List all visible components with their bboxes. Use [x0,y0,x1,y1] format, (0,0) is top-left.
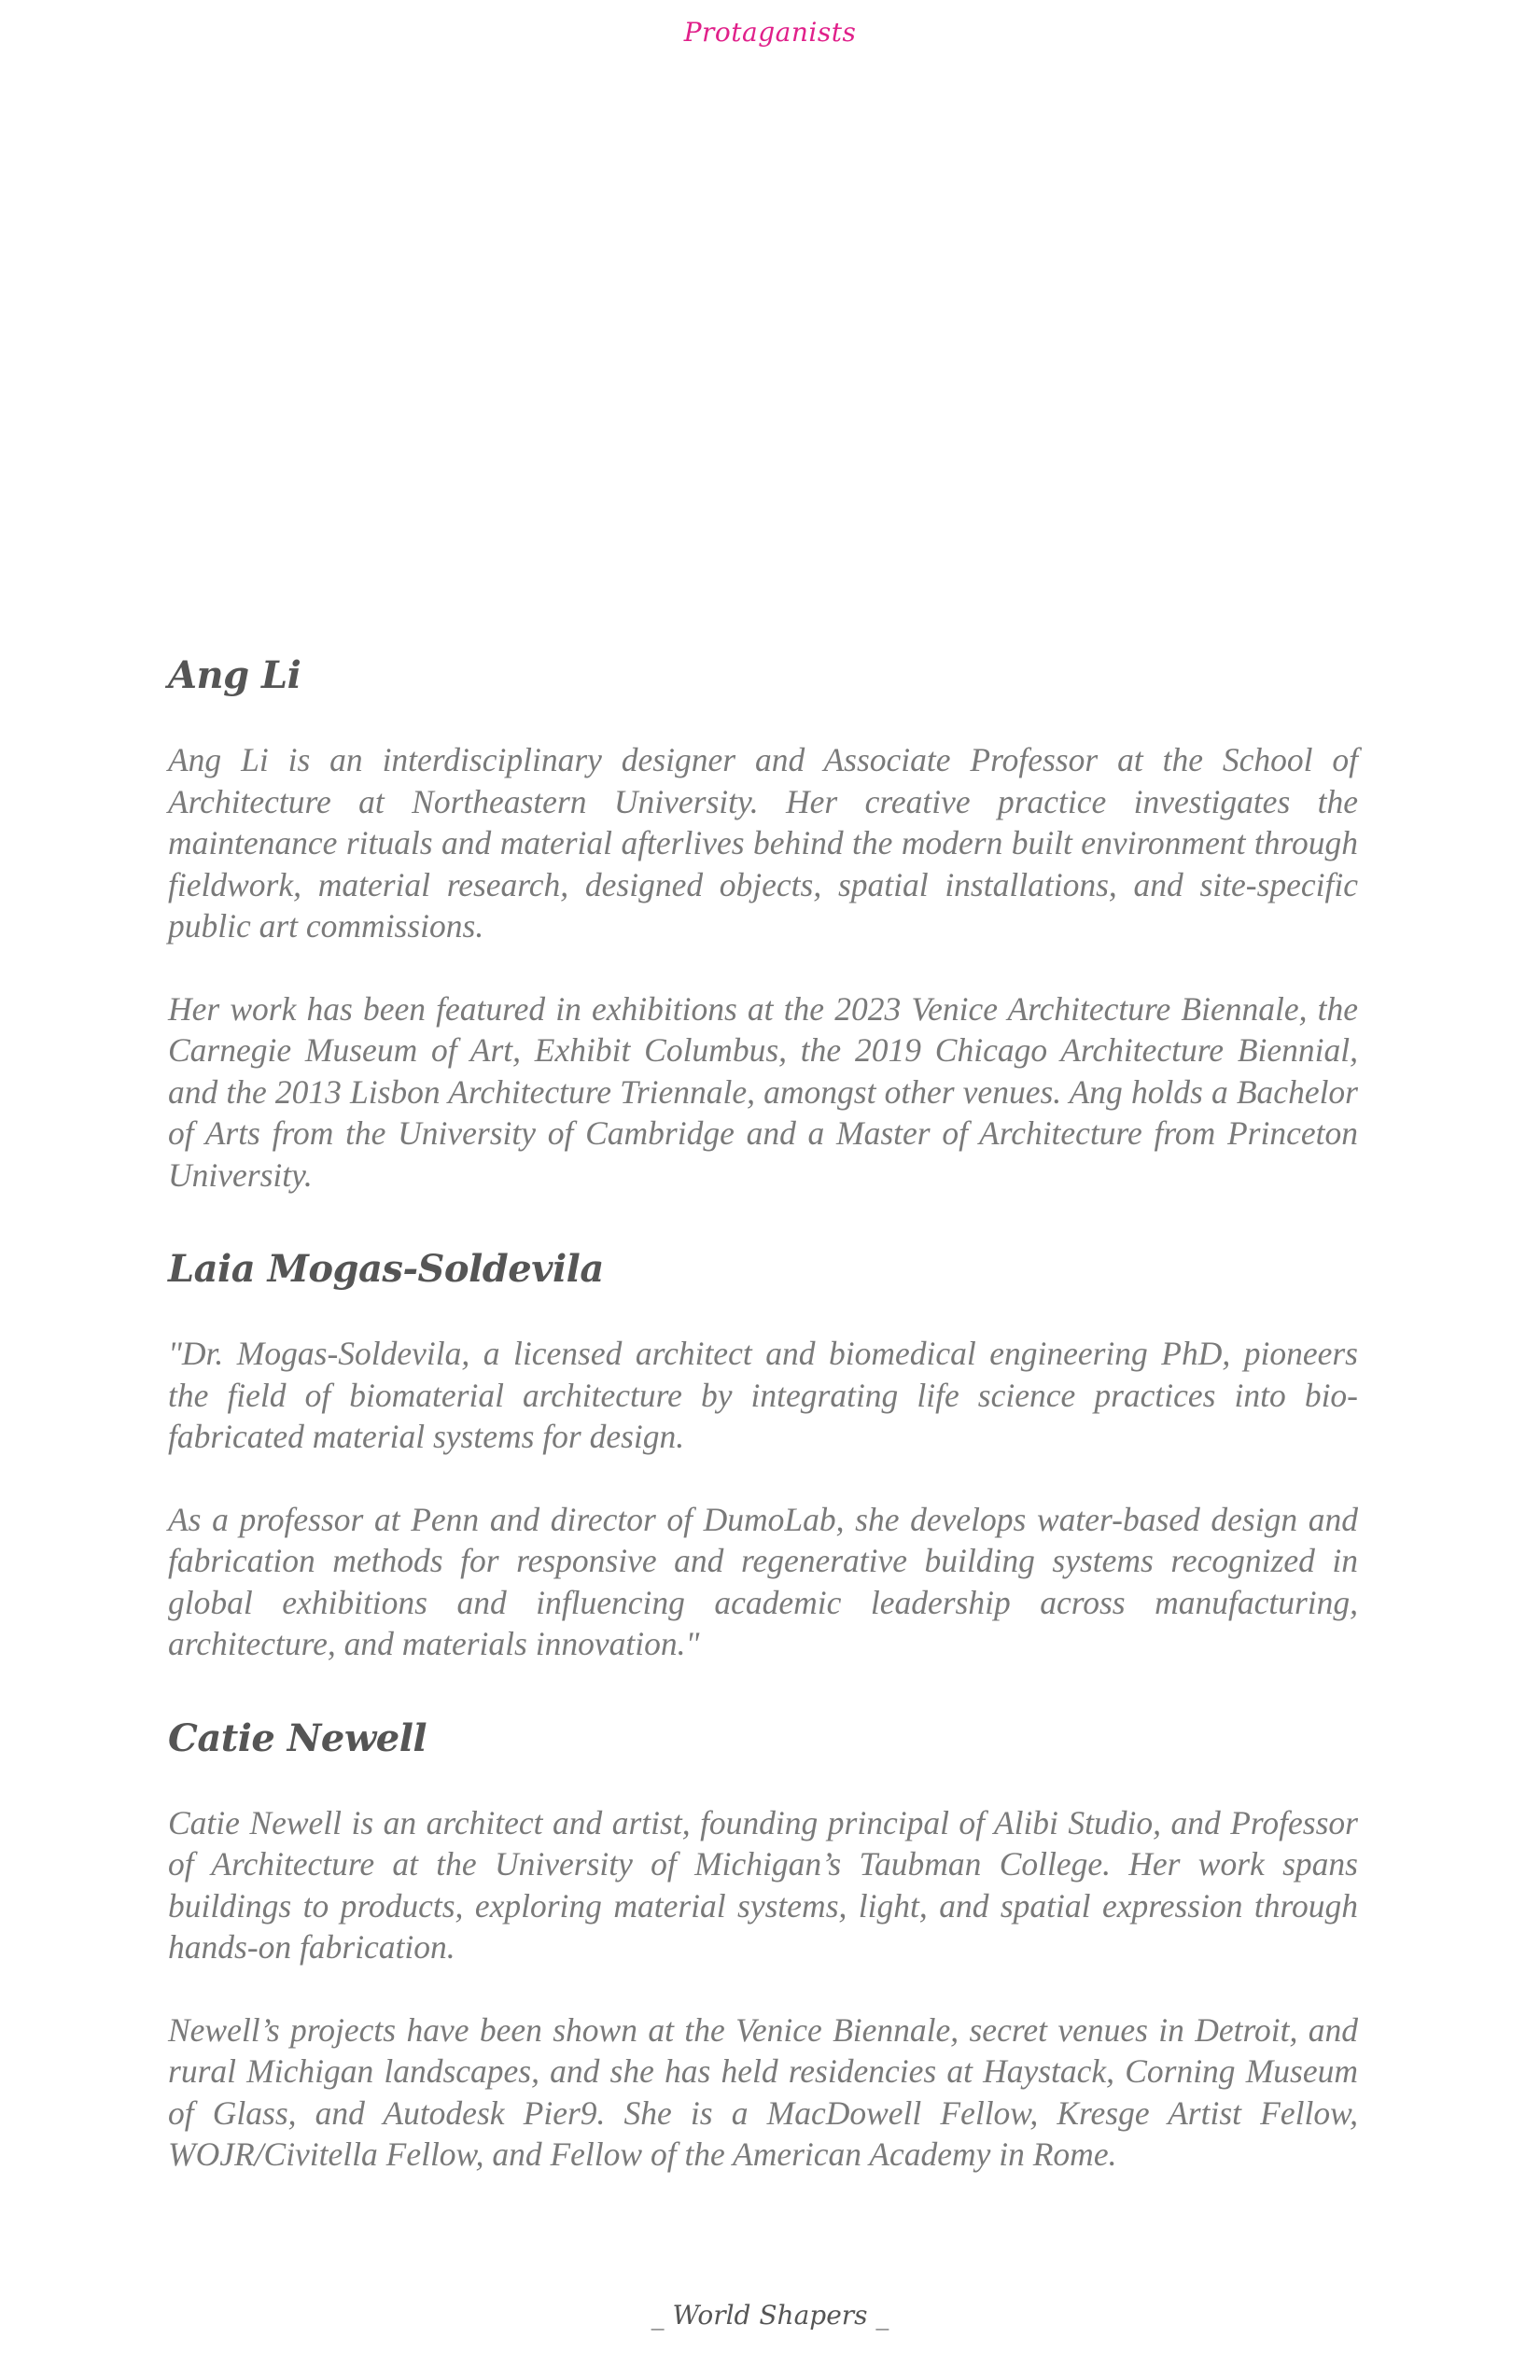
bio-paragraph: As a professor at Penn and director of DumoLab, she develops water-based design and fabrication methods for responsive and regenerative building systems recognized in global exhibitions and influencing academic leadership across manufacturing, architecture, and materials innovation." [168,1500,1358,1662]
bio-paragraph: "Dr. Mogas-Soldevila, a licensed architect and biomedical engineering PhD, pioneers the field of biomaterial architecture by integrating life science practices into bio-fabricated material systems for design. [168,1335,1358,1455]
running-footer: _ World Shapers _ [651,2300,889,2331]
bio-catie-newell [168,1716,1358,2176]
running-header: Protaganists [683,17,857,48]
bio-paragraph: Her work has been featured in exhibitions at the 2023 Venice Architecture Biennale, the Carnegie Museum of Art, Exhibit Columbus, the 2019 Chicago Architecture Biennial, and the 2013 Lisbon Architecture Triennale, amongst other venues. Ang holds a Bachelor of Arts from the University of Cambridge and a Master of Architecture from Princeton University. [168,989,1358,1194]
bio-ang-li [168,653,1358,1196]
bio-paragraph: Newell’s projects have been shown at the Venice Biennale, secret venues in Detroit, and rural Michigan landscapes, and she has held residencies at Haystack, Corning Museum of Glass, and Autodesk Pier9. She is a MacDowell Fellow, Kresge Artist Fellow, WOJR/Civitella Fellow, and Fellow of the American Academy in Rome. [168,2010,1358,2173]
bio-paragraph: Catie Newell is an architect and artist, founding principal of Alibi Studio, and Professor of Architecture at the University of Michigan’s Taubman College. Her work spans buildings to products, exploring material systems, light, and spatial expression through hands-on fabrication. [168,1803,1358,1966]
bio-laia-mogas-soldevila [168,1247,1358,1665]
bio-name: Laia Mogas-Soldevila [168,1247,604,1291]
bio-name: Ang Li [168,653,301,697]
bio-paragraph: Ang Li is an interdisciplinary designer and Associate Professor at the School of Architecture at Northeastern University. Her creative practice investigates the maintenance rituals and material afterlives behind the modern built environment through fieldwork, material research, designed objects, spatial installations, and site-specific public art commissions. [168,741,1358,945]
bios-section [168,653,1358,2227]
bio-name: Catie Newell [168,1715,427,1760]
